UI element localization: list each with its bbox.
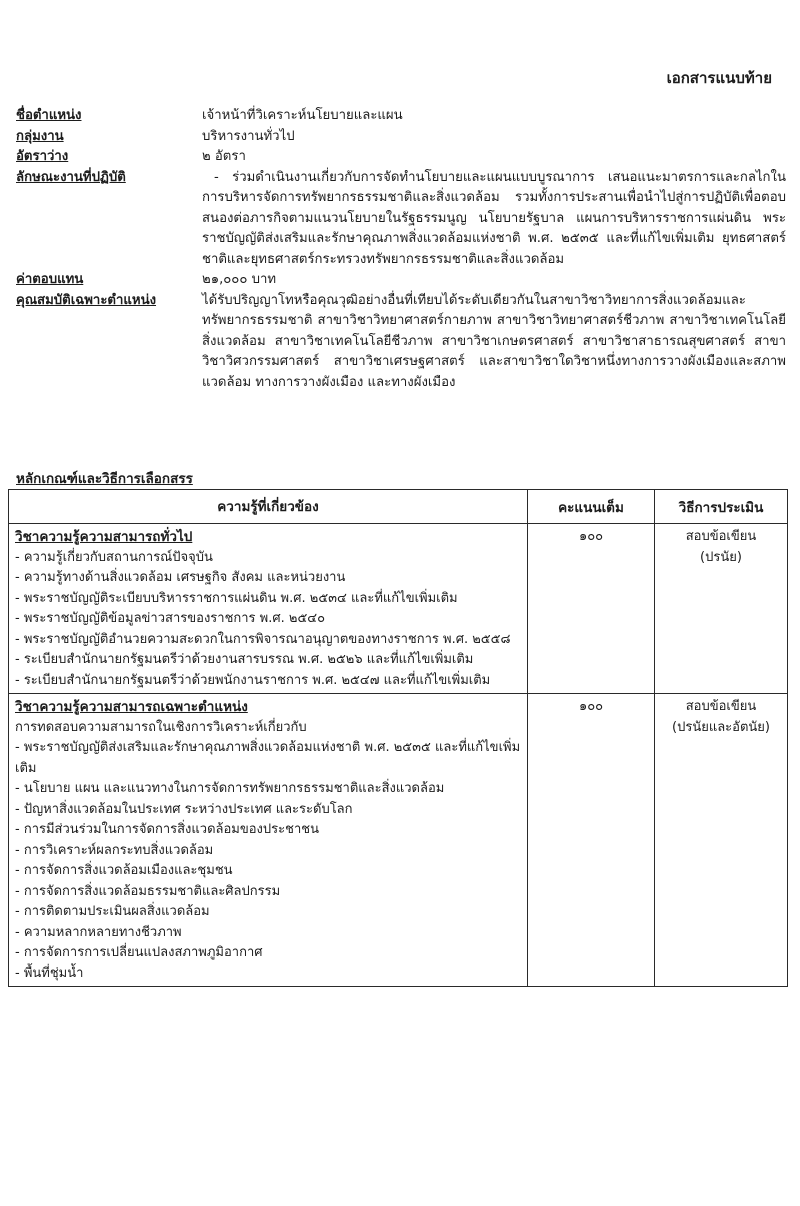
position-title-label: ชื่อตำแหน่ง [16,108,82,123]
work-group-row [16,127,786,148]
table-header-row [9,490,788,524]
salary-value: ๒๑,๐๐๐ บาท [202,272,277,287]
full-score-value: ๑๐๐ [578,699,604,714]
subject-title: วิชาความรู้ความสามารถเฉพาะตำแหน่ง [15,699,248,715]
attachment-label: เอกสารแนบท้าย [666,69,772,87]
method-text: สอบข้อเขียน [685,529,757,544]
list-item: - ความรู้เกี่ยวกับสถานการณ์ปัจจุบัน [15,549,213,565]
table-row-position-knowledge [9,694,788,987]
list-item: - พระราชบัญญัติข้อมูลข่าวสารของราชการ พ.ศ. ๒๕๔๐ [15,611,326,626]
quota-label: อัตราว่าง [16,149,69,164]
selection-heading: หลักเกณฑ์และวิธีการเลือกสรร [16,471,193,487]
duties-label: ลักษณะงานที่ปฏิบัติ [16,169,126,185]
list-item: - ปัญหาสิ่งแวดล้อมในประเทศ ระหว่างประเทศ และระดับโลก [15,801,353,817]
method-type: (ปรนัยและอัตนัย) [672,719,770,735]
list-item: - การจัดการสิ่งแวดล้อมเมืองและชุมชน [15,863,233,878]
list-item: การทดสอบความสามารถในเชิงการวิเคราะห์เกี่ยวกับ [15,719,307,735]
salary-row [16,270,786,291]
column-header-knowledge: ความรู้ที่เกี่ยวข้อง [9,490,528,524]
quota-row [16,147,786,168]
list-item: - พระราชบัญญัติส่งเสริมและรักษาคุณภาพสิ่งแวดล้อมแห่งชาติ พ.ศ. ๒๕๓๕ และที่แก้ไขเพิ่มเติม [15,740,521,776]
score-cell [528,694,655,987]
list-item: - การวิเคราะห์ผลกระทบสิ่งแวดล้อม [15,842,214,858]
position-title-value: เจ้าหน้าที่วิเคราะห์นโยบายและแผน [202,108,403,123]
column-header-method: วิธีการประเมิน [655,490,788,524]
list-item: - ความรู้ทางด้านสิ่งแวดล้อม เศรษฐกิจ สังคม และหน่วยงาน [15,570,346,585]
quota-value: ๒ อัตรา [202,149,246,164]
list-item: - การมีส่วนร่วมในการจัดการสิ่งแวดล้อมของประชาชน [15,822,319,837]
duties-value: - ร่วมดำเนินงานเกี่ยวกับการจัดทำนโยบายและแผนแบบบูรณาการ เสนอแนะมาตรการและกลไกในการบริหารจัดการทรัพยากรธรรมชาติและสิ่งแวดล้อม รวมทั้งการประสานเพื่อนำไปสู่การปฏิบัติเพื่อตอบสนองต่อภารกิจตามแนวนโยบายในรัฐธรรมนูญ นโยบายรัฐบาล แผนการบริหารราชการแผ่นดิน พระราชบัญญัติส่งเสริมและรักษาคุณภาพสิ่งแวดล้อมแห่งชาติ พ.ศ. ๒๕๓๕ และที่แก้ไขเพิ่มเติม ยุทธศาสตร์ชาติและยุทธศาสตร์กระทรวงทรัพยากรธรรมชาติและสิ่งแวดล้อม [202,169,786,267]
list-item: - การจัดการการเปลี่ยนแปลงสภาพภูมิอากาศ [15,945,263,960]
method-text: สอบข้อเขียน [685,699,757,714]
subject-title: วิชาความรู้ความสามารถทั่วไป [15,529,193,545]
qualification-row [16,291,786,394]
score-cell [528,524,655,694]
salary-label: ค่าตอบแทน [16,272,84,287]
list-item: - พระราชบัญญัติอำนวยความสะดวกในการพิจารณาอนุญาตของทางราชการ พ.ศ. ๒๕๕๘ [15,631,511,647]
qualification-value: ได้รับปริญญาโทหรือคุณวุฒิอย่างอื่นที่เทียบได้ระดับเดียวกันในสาขาวิชาวิทยาการสิ่งแวดล้อมและทรัพยากรธรรมชาติ สาขาวิชาวิทยาศาสตร์กายภาพ สาขาวิชาวิทยาศาสตร์ชีวภาพ สาขาวิชาเทคโนโลยีสิ่งแวดล้อม สาขาวิชาเทคโนโลยีชีวภาพ สาขาวิชาเกษตรศาสตร์ สาขาวิชาสาธารณสุขศาสตร์ สาขาวิชาวิศวกรรมศาสตร์ สาขาวิชาเศรษฐศาสตร์ และสาขาวิชาใดวิชาหนึ่งทางการวางผังเมืองและสภาพแวดล้อม ทางการวางผังเมือง และทางผังเมือง [202,292,786,390]
list-item: - การติดตามประเมินผลสิ่งแวดล้อม [15,904,210,919]
position-title-row [16,106,786,127]
method-type: (ปรนัย) [700,549,742,565]
position-info [16,106,786,393]
knowledge-cell [9,694,528,987]
qualification-label: คุณสมบัติเฉพาะตำแหน่ง [16,292,157,308]
list-item: - พื้นที่ชุ่มน้ำ [15,965,84,981]
work-group-value: บริหารงานทั่วไป [202,128,295,144]
table-row-general-knowledge [9,524,788,694]
list-item: - พระราชบัญญัติระเบียบบริหารราชการแผ่นดิน พ.ศ. ๒๕๓๔ และที่แก้ไขเพิ่มเติม [15,590,458,606]
full-score-value: ๑๐๐ [578,529,604,544]
list-item: - ความหลากหลายทางชีวภาพ [15,924,182,940]
selection-criteria-table [8,489,788,987]
list-item: - ระเบียบสำนักนายกรัฐมนตรีว่าด้วยงานสารบรรณ พ.ศ. ๒๕๒๖ และที่แก้ไขเพิ่มเติม [15,652,474,667]
list-item: - การจัดการสิ่งแวดล้อมธรรมชาติและศิลปกรรม [15,883,281,899]
knowledge-cell [9,524,528,694]
method-cell [655,524,788,694]
work-group-label: กลุ่มงาน [16,128,64,144]
list-item: - ระเบียบสำนักนายกรัฐมนตรีว่าด้วยพนักงานราชการ พ.ศ. ๒๕๔๗ และที่แก้ไขเพิ่มเติม [15,672,491,688]
list-item: - นโยบาย แผน และแนวทางในการจัดการทรัพยากรธรรมชาติและสิ่งแวดล้อม [15,781,445,796]
column-header-full-score: คะแนนเต็ม [528,490,655,524]
duties-row [16,168,786,271]
method-cell [655,694,788,987]
